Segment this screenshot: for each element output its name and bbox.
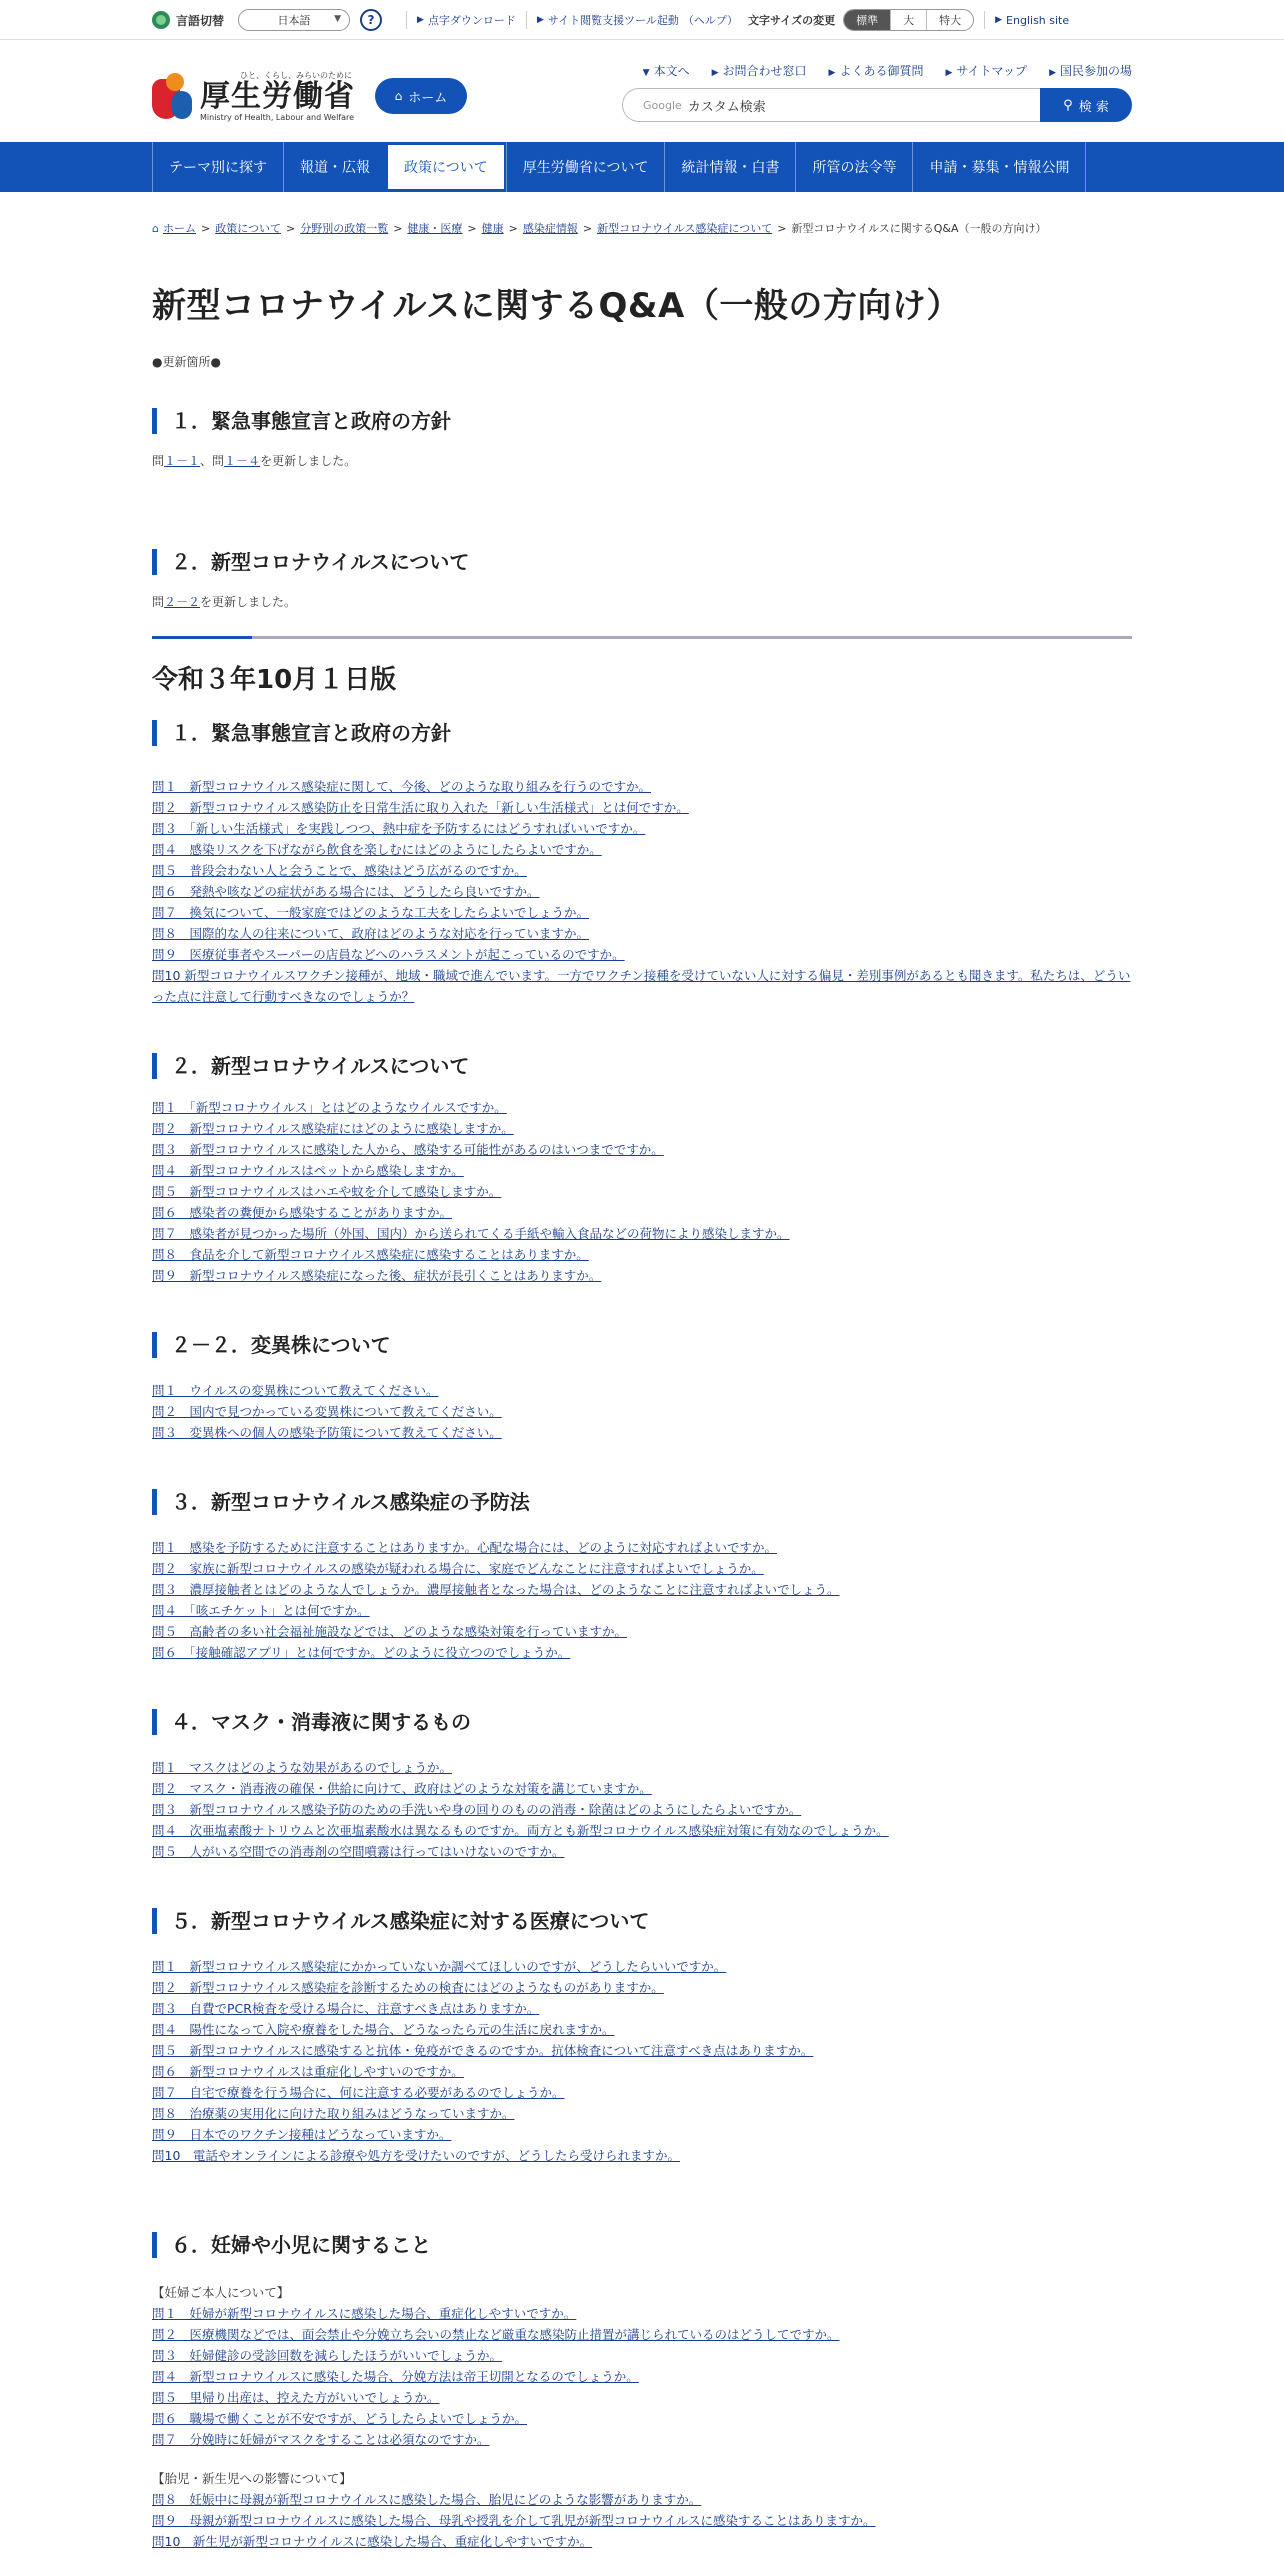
chevron-down-icon: ▼	[642, 68, 650, 78]
header-link-contact[interactable]: ▶ お問合わせ窓口	[711, 64, 807, 78]
utility-bar	[0, 0, 1284, 40]
triangle-icon: ▶	[995, 15, 1003, 25]
question-link[interactable]: 問３ 濃厚接触者とはどのような人でしょうか。濃厚接触者となった場合は、どのようなことに注意すればよいでしょう。	[152, 1582, 840, 1597]
search-button-label: 検 索	[1078, 99, 1109, 115]
nav-item-press[interactable]: 報道・広報	[283, 142, 386, 192]
question-link[interactable]: 問４ 新型コロナウイルスはペットから感染しますか。	[152, 1163, 464, 1178]
question-link[interactable]: 問９ 新型コロナウイルス感染症になった後、症状が長引くことはありますか。	[152, 1268, 602, 1283]
question-link[interactable]: 問３ 変異株への個人の感染予防策について教えてください。	[152, 1425, 502, 1440]
global-nav	[0, 142, 1284, 192]
question-link[interactable]: 問５ 新型コロナウイルスはハエや蚊を介して感染しますか。	[152, 1184, 502, 1199]
divider	[984, 11, 985, 29]
question-link[interactable]: 問１ 感染を予防するために注意することはありますか。心配な場合には、どのように対応すればよいですか。	[152, 1540, 778, 1555]
question-link[interactable]: 問２ 新型コロナウイルス感染症にはどのように感染しますか。	[152, 1121, 514, 1136]
question-link[interactable]: 問５ 里帰り出産は、控えた方がいいでしょうか。	[152, 2390, 440, 2405]
breadcrumb-link[interactable]: 健康・医療	[407, 222, 463, 235]
question-link[interactable]: 問２ 国内で見つかっている変異株について教えてください。	[152, 1404, 502, 1419]
question-link[interactable]: 問６ 職場で働くことが不安ですが、どうしたらよいでしょうか。	[152, 2411, 528, 2426]
question-link[interactable]: 問７ 換気について、一般家庭ではどのような工夫をしたらよいでしょうか。	[152, 905, 590, 920]
divider	[526, 11, 527, 29]
triangle-icon: ▶	[417, 15, 424, 25]
search-icon: ⚲	[1063, 97, 1073, 113]
question-list	[152, 776, 1132, 1007]
globe-icon	[152, 11, 170, 29]
question-link[interactable]: 問３ 自費でPCR検査を受ける場合に、注意すべき点はありますか。	[152, 2001, 540, 2016]
question-link[interactable]: 問１ ウイルスの変異株について教えてください。	[152, 1383, 439, 1398]
font-size-xlarge[interactable]: 特大	[939, 14, 962, 27]
divider	[152, 636, 1132, 639]
font-size-large[interactable]: 大	[891, 10, 927, 30]
section-heading: ３．新型コロナウイルス感染症の予防法	[152, 1489, 1132, 1515]
subheading: 【胎児・新生児への影響について】	[152, 2471, 352, 2486]
breadcrumb-link[interactable]: 政策について	[215, 222, 281, 235]
question-list	[152, 2282, 1132, 2552]
question-link[interactable]: 問１ 妊婦が新型コロナウイルスに感染した場合、重症化しやすいですか。	[152, 2306, 577, 2321]
question-link[interactable]: 問８ 妊娠中に母親が新型コロナウイルスに感染した場合、胎児にどのような影響がありますか。	[152, 2492, 702, 2507]
question-list	[152, 1757, 1132, 1862]
nav-item-laws[interactable]: 所管の法令等	[795, 142, 912, 192]
question-link[interactable]: 問８ 治療薬の実用化に向けた取り組みはどうなっていますか。	[152, 2106, 515, 2121]
question-link[interactable]: 問８ 食品を介して新型コロナウイルス感染症に感染することはありますか。	[152, 1247, 589, 1262]
question-link[interactable]: 問７ 自宅で療養を行う場合に、何に注意する必要があるのでしょうか。	[152, 2085, 565, 2100]
section-heading: ４．マスク・消毒液に関するもの	[152, 1709, 1132, 1735]
logo-english: Ministry of Health, Labour and Welfare	[200, 113, 355, 122]
question-link[interactable]: 問５ 新型コロナウイルスに感染すると抗体・免疫ができるのですか。抗体検査について注意すべき点はありますか。	[152, 2043, 814, 2058]
update-note-1: 問１－１、問１－４を更新しました。	[152, 454, 357, 468]
question-link[interactable]: 問５ 人がいる空間での消毒剤の空間噴霧は行ってはいけないのですか。	[152, 1844, 565, 1859]
nav-item-statistics[interactable]: 統計情報・白書	[664, 142, 795, 192]
question-link[interactable]: 問１ 新型コロナウイルス感染症に関して、今後、どのような取り組みを行うのですか。	[152, 779, 652, 794]
nav-item-policy[interactable]: 政策について	[386, 143, 506, 191]
home-button[interactable]	[375, 78, 467, 114]
question-list	[152, 1956, 1132, 2166]
header-links	[621, 62, 1132, 79]
update-link-1-1[interactable]: １－１	[164, 454, 201, 468]
breadcrumb-link[interactable]: 感染症情報	[522, 222, 578, 235]
logo-name: 厚生労働省	[200, 79, 355, 114]
home-icon: ⌂	[152, 221, 159, 235]
language-label: 言語切替	[176, 13, 225, 28]
breadcrumb-link[interactable]: ホーム	[162, 222, 196, 235]
question-link[interactable]: 問４ 「咳エチケット」とは何ですか。	[152, 1603, 370, 1618]
triangle-icon: ▶	[828, 68, 836, 78]
nav-item-themes[interactable]: テーマ別に探す	[152, 142, 283, 192]
question-list	[152, 1380, 1132, 1443]
question-link[interactable]: 問３ 新型コロナウイルスに感染した人から、感染する可能性があるのはいつまでですか。	[152, 1142, 664, 1157]
triangle-icon: ▶	[711, 68, 719, 78]
home-label: ホーム	[408, 90, 448, 106]
question-link[interactable]: 問４ 陽性になって入院や療養をした場合、どうなったら元の生活に戻れますか。	[152, 2022, 615, 2037]
home-icon: ⌂	[394, 89, 403, 103]
question-link[interactable]: 問２ 医療機関などでは、面会禁止や分娩立ち会いの禁止など厳重な感染防止措置が講じられているのはどうしてですか。	[152, 2327, 840, 2342]
breadcrumb-link[interactable]: 新型コロナウイルス感染症について	[597, 222, 773, 235]
main-content	[152, 220, 1132, 2552]
header-link-faq[interactable]: ▶ よくある御質問	[828, 64, 924, 78]
breadcrumb-link[interactable]: 健康	[481, 222, 504, 235]
english-site-link[interactable]: English site	[1006, 13, 1070, 27]
breadcrumb-current: 新型コロナウイルスに関するQ&A（一般の方向け）	[791, 222, 1047, 235]
update-link-2-2[interactable]: ２－２	[164, 595, 201, 609]
accessibility-help-link[interactable]: （ヘルプ）	[682, 14, 738, 27]
search-brand: Google	[643, 98, 682, 112]
question-link[interactable]: 問４ 感染リスクを下げながら飲食を楽しむにはどのようにしたらよいですか。	[152, 842, 602, 857]
question-link[interactable]: 問７ 感染者が見つかった場所（外国、国内）から送られてくる手紙や輸入食品などの荷物により感染しますか。	[152, 1226, 790, 1241]
question-list	[152, 1097, 1132, 1286]
header-link-participation[interactable]: ▶ 国民参加の場	[1049, 64, 1132, 78]
question-link[interactable]: 問２ 新型コロナウイルス感染症を診断するための検査にはどのようなものがありますか。	[152, 1980, 664, 1995]
question-link[interactable]: 問２ 新型コロナウイルス感染防止を日常生活に取り入れた「新しい生活様式」とは何ですか。	[152, 800, 689, 815]
language-select[interactable]	[238, 9, 350, 31]
breadcrumb-link[interactable]: 分野別の政策一覧	[300, 222, 389, 235]
header-link-sitemap[interactable]: ▶ サイトマップ	[945, 64, 1028, 78]
logo-mark-icon	[152, 71, 194, 121]
question-link[interactable]: 問６ 発熱や咳などの症状がある場合には、どうしたら良いですか。	[152, 884, 540, 899]
question-link[interactable]: 問４ 新型コロナウイルスに感染した場合、分娩方法は帝王切開となるのでしょうか。	[152, 2369, 639, 2384]
question-link[interactable]: 問７ 分娩時に妊婦がマスクをすることは必須なのですか。	[152, 2432, 490, 2447]
language-value: 日本語	[277, 14, 311, 27]
update-heading-1: １．緊急事態宣言と政府の方針	[152, 408, 1132, 434]
search-placeholder: カスタム検索	[687, 99, 766, 115]
accessibility-tool-link[interactable]: サイト閲覧支援ツール起動	[547, 14, 679, 27]
help-button[interactable]: ?	[360, 9, 382, 31]
update-heading-2: ２．新型コロナウイルスについて	[152, 549, 1132, 575]
question-link[interactable]: 問10 新型コロナウイルスワクチン接種が、地域・職域で進んでいます。一方でワクチン接種を受けていない人に対する偏見・差別事例があるとも聞きます。私たちは、どういった点に注意して行動すべきなのでしょうか？	[152, 968, 1131, 1004]
triangle-icon: ▶	[536, 15, 544, 25]
question-link[interactable]: 問９ 母親が新型コロナウイルスに感染した場合、母乳や授乳を介して乳児が新型コロナウイルスに感染することはありますか。	[152, 2513, 876, 2528]
logo-tagline: ひと、くらし、みらいのために	[240, 71, 352, 80]
subheading: 【妊婦ご本人について】	[152, 2285, 290, 2300]
chevron-down-icon: ▼	[334, 14, 342, 24]
question-link[interactable]: 問１ 「新型コロナウイルス」とはどのようなウイルスですか。	[152, 1100, 507, 1115]
divider	[406, 11, 407, 29]
section-heading: ２－２．変異株について	[152, 1332, 1132, 1358]
question-link[interactable]: 問10 電話やオンラインによる診療や処方を受けたいのですが、どうしたら受けられますか。	[152, 2148, 681, 2163]
question-link[interactable]: 問５ 高齢者の多い社会福祉施設などでは、どのような感染対策を行っていますか。	[152, 1624, 628, 1639]
question-link[interactable]: 問９ 医療従事者やスーパーの店員などへのハラスメントが起こっているのですか。	[152, 947, 625, 962]
question-link[interactable]: 問３ 新型コロナウイルス感染予防のための手洗いや身の回りのものの消毒・除菌はどのようにしたらよいですか。	[152, 1802, 802, 1817]
nav-item-about[interactable]: 厚生労働省について	[506, 142, 665, 192]
question-link[interactable]: 問10 新生児が新型コロナウイルスに感染した場合、重症化しやすいですか。	[152, 2534, 593, 2549]
update-link-1-4[interactable]: １－４	[224, 454, 261, 468]
version-title: 令和３年10月１日版	[152, 665, 397, 695]
section-heading: ２．新型コロナウイルスについて	[152, 1053, 1132, 1079]
updated-label: ●更新箇所●	[152, 355, 221, 369]
section-heading: ５．新型コロナウイルス感染症に対する医療について	[152, 1908, 1132, 1934]
question-link[interactable]: 問６ 感染者の糞便から感染することがありますか。	[152, 1205, 453, 1220]
header-link-main-content[interactable]: ▼ 本文へ	[642, 64, 690, 78]
site-logo[interactable]	[152, 70, 355, 122]
question-link[interactable]: 問４ 次亜塩素酸ナトリウムと次亜塩素酸水は異なるものですか。両方とも新型コロナウイルス感染症対策に有効なのでしょうか。	[152, 1823, 889, 1838]
section-heading: １．緊急事態宣言と政府の方針	[152, 720, 1132, 746]
question-link[interactable]: 問６ 「接触確認アプリ」とは何ですか。どのように役立つのでしょうか。	[152, 1645, 571, 1660]
triangle-icon: ▶	[1049, 68, 1056, 78]
question-link[interactable]: 問５ 普段会わない人と会うことで、感染はどう広がるのですか。	[152, 863, 527, 878]
question-link[interactable]: 問３ 「新しい生活様式」を実践しつつ、熱中症を予防するにはどうすればいいですか。	[152, 821, 646, 836]
question-link[interactable]: 問６ 新型コロナウイルスは重症化しやすいのですか。	[152, 2064, 464, 2079]
question-link[interactable]: 問８ 国際的な人の往来について、政府はどのような対応を行っていますか。	[152, 926, 590, 941]
font-size-switcher	[843, 9, 974, 31]
triangle-icon: ▶	[945, 68, 953, 78]
site-search	[622, 88, 1132, 122]
question-link[interactable]: 問９ 日本でのワクチン接種はどうなっていますか。	[152, 2127, 452, 2142]
section-heading: ６．妊婦や小児に関すること	[152, 2232, 1132, 2258]
question-link[interactable]: 問２ マスク・消毒液の確保・供給に向けて、政府はどのような対策を講じていますか。	[152, 1781, 652, 1796]
font-size-label: 文字サイズの変更	[748, 14, 836, 27]
font-size-standard[interactable]: 標準	[844, 10, 891, 30]
page-title: 新型コロナウイルスに関するQ&A（一般の方向け）	[152, 286, 961, 326]
question-link[interactable]: 問２ 家族に新型コロナウイルスの感染が疑われる場合に、家庭でどんなことに注意すればよいでしょうか。	[152, 1561, 764, 1576]
search-input[interactable]	[622, 88, 1040, 122]
search-button[interactable]	[1040, 88, 1132, 122]
question-list	[152, 1537, 1132, 1663]
braille-download-link[interactable]: 点字ダウンロード	[427, 14, 516, 27]
update-note-2: 問２－２を更新しました。	[152, 595, 297, 609]
question-link[interactable]: 問１ マスクはどのような効果があるのでしょうか。	[152, 1760, 453, 1775]
nav-item-applications[interactable]: 申請・募集・情報公開	[912, 142, 1086, 192]
site-header	[0, 40, 1284, 142]
breadcrumb: ⌂ ホーム > 政策について > 分野別の政策一覧 > 健康・医療 > 健康 > 感染症情報 > 新型コロナウイルス感染症について > 新型コロナウイルスに関するQ&A（一般の方向け）	[152, 221, 1047, 235]
question-link[interactable]: 問１ 新型コロナウイルス感染症にかかっていないか調べてほしいのですが、どうしたらいいですか。	[152, 1959, 727, 1974]
question-link[interactable]: 問３ 妊婦健診の受診回数を減らしたほうがいいでしょうか。	[152, 2348, 503, 2363]
